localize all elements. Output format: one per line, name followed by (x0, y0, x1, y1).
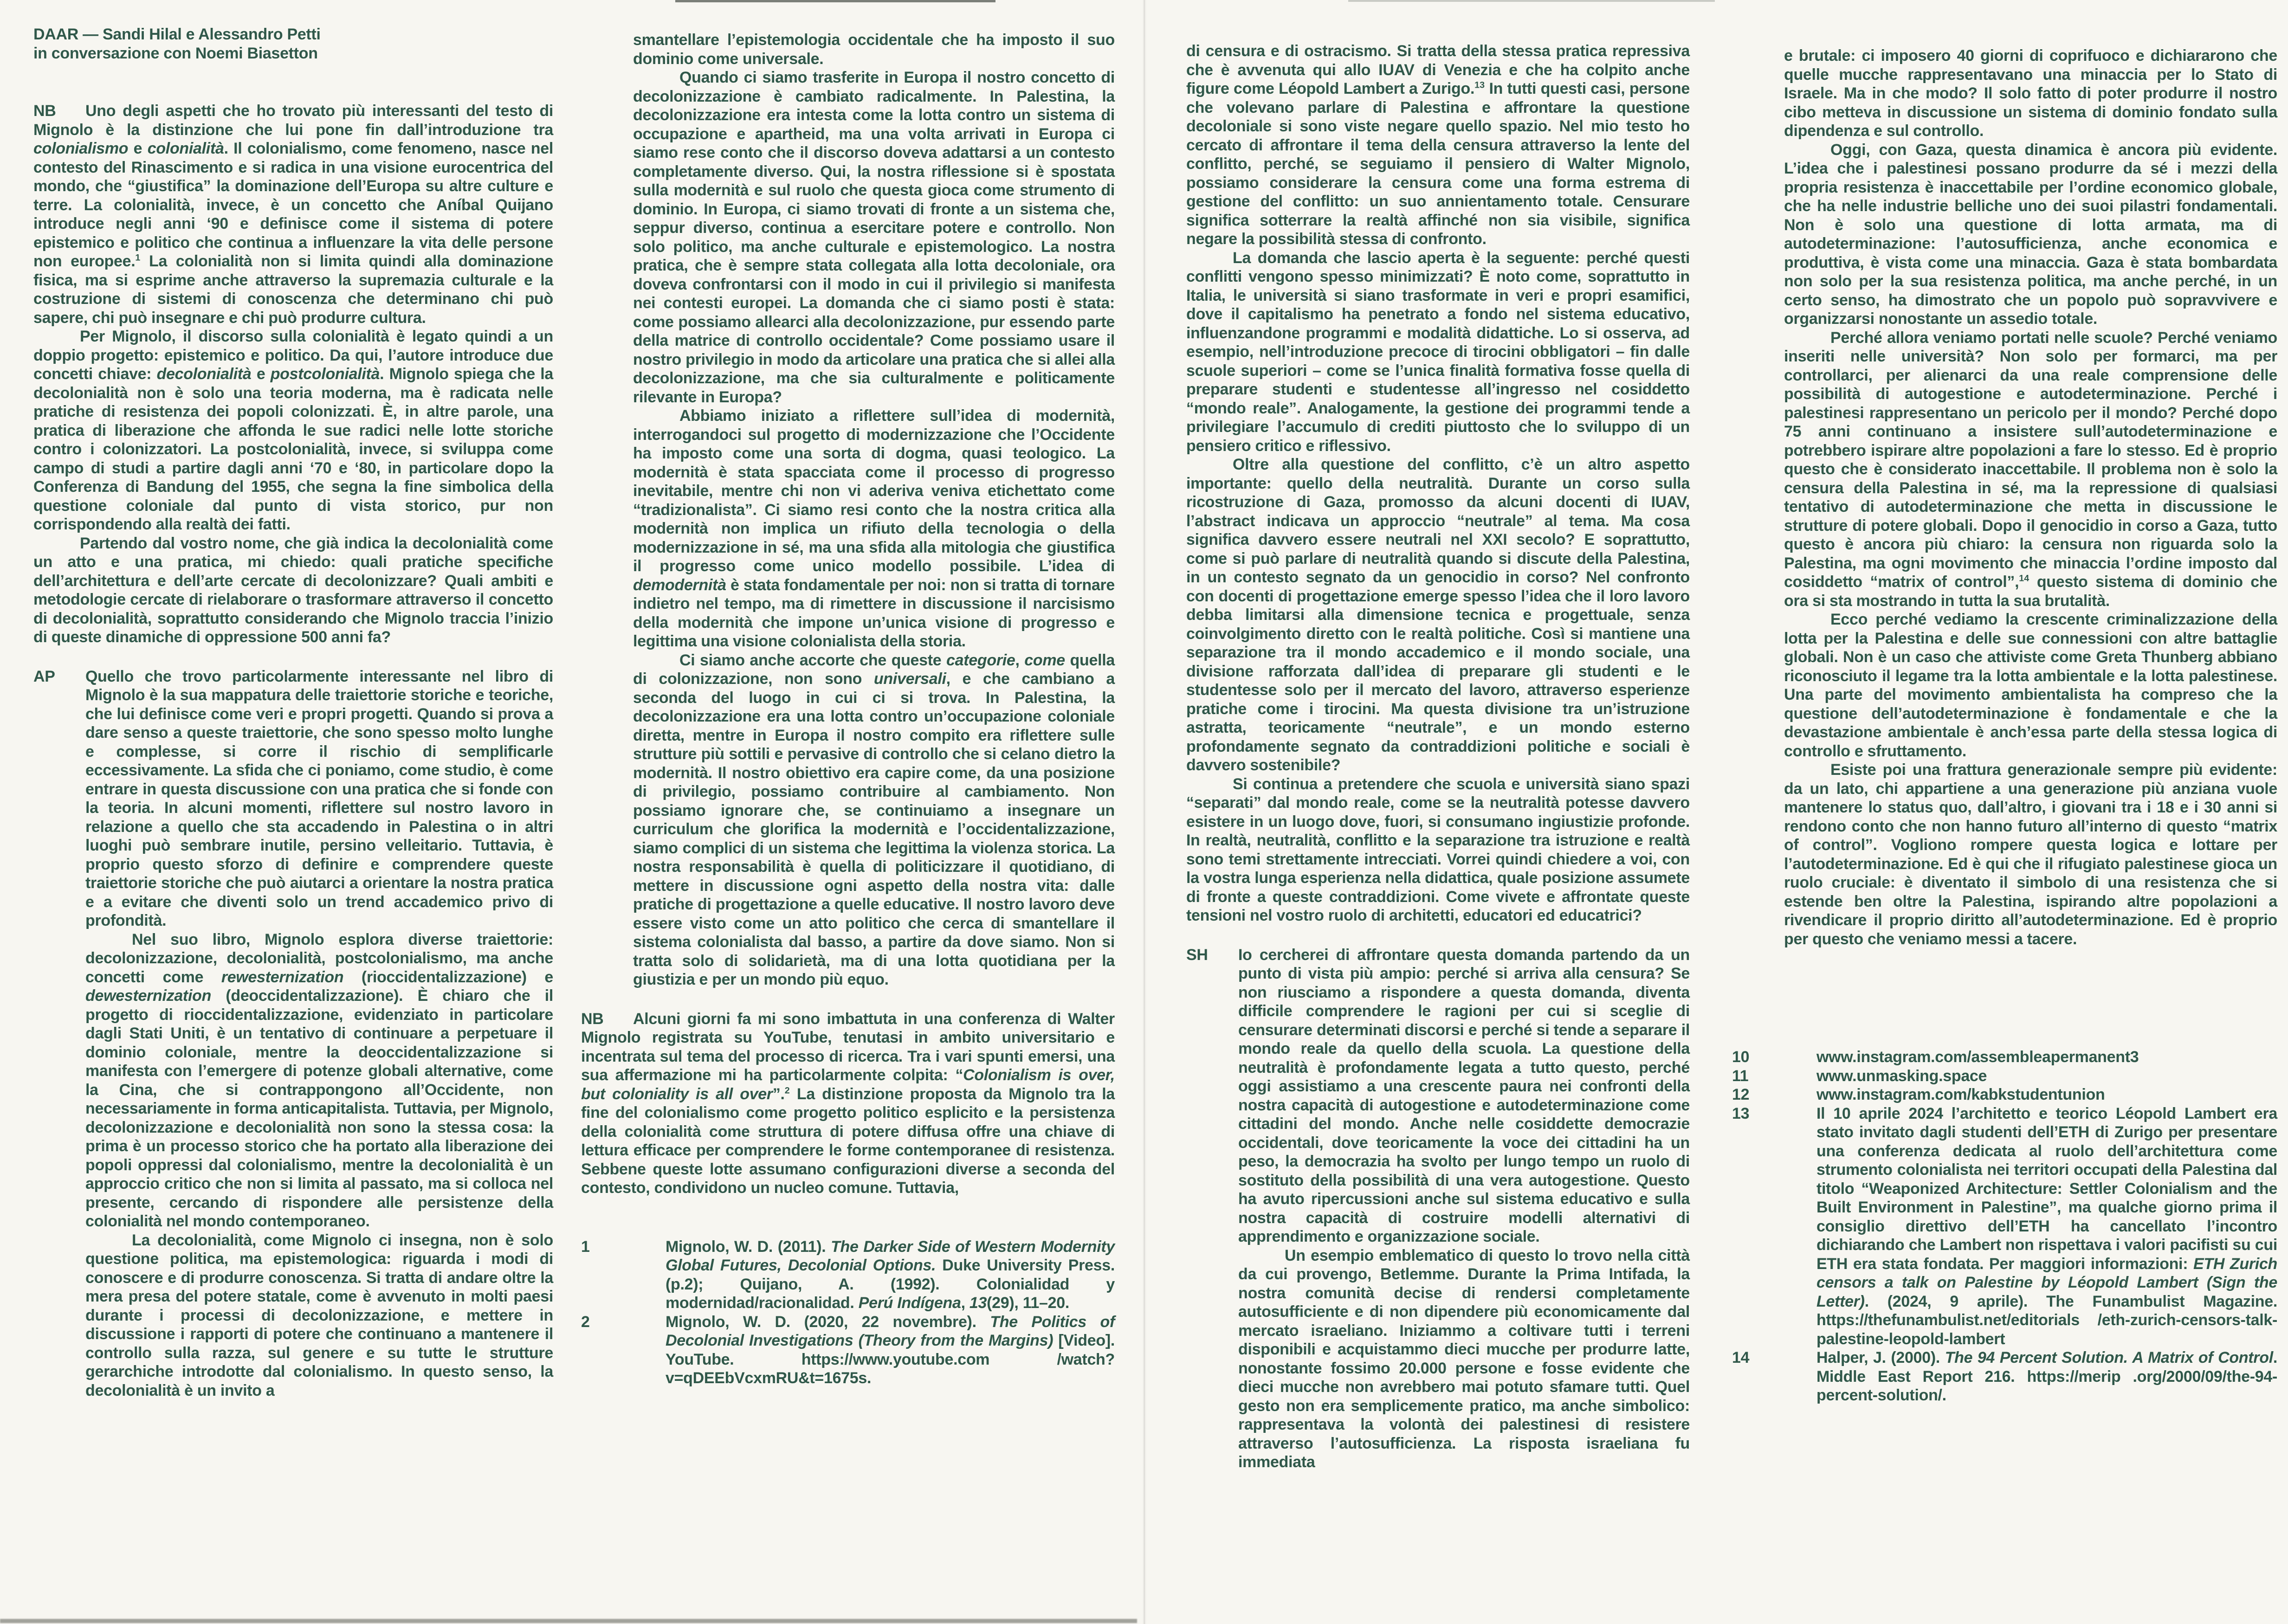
footnote-number: 10 (1732, 1048, 1750, 1066)
body-paragraph: Abbiamo iniziato a riflettere sull’idea di modernità, interrogandoci sul progetto di modernizzazione che l’Occidente ha imposto come una sorta di dogma, quasi teologico. La modernità è stata spacciata come il processo di progresso inevitabile, mentre chi non vi aderiva veniva etichettato come “tradizionalista”. Ci siamo resi conto che la nostra critica alla modernità non implica un rifiuto della tecnologia o della modernizzazione in sé, ma una sfida alla mitologia che giustifica il progresso come unico modello possibile. L’idea di demodernità è stata fondamentale per noi: non si tratta di tornare indietro nel tempo, ma di rimettere in discussione il narcisismo della modernità che impone un’unica visione di progresso e legittima una visione colonialista della storia. (633, 407, 1115, 650)
body-paragraph: Oggi, con Gaza, questa dinamica è ancora più evidente. L’idea che i palestinesi possano produrre da sé i mezzi della propria resistenza è inaccettabile per l’ordine economico globale, che ha nelle industrie belliche uno dei suoi pilastri fondamentali. Non è solo una questione di lotta armata, ma di autodeterminazione: l’autosufficienza, anche economica e produttiva, è vista come una minaccia. Gaza è stata bombardata non solo per la sua resistenza politica, ma anche perché, in un certo senso, ha dimostrato che un popolo può sopravvivere e organizzarsi nonostante un assedio totale. (1784, 141, 2277, 328)
body-paragraph: Quando ci siamo trasferite in Europa il nostro concetto di decolonizzazione è cambiato radicalmente. In Palestina, la decolonizzazione era intesta come la lotta contro un sistema di occupazione e apartheid, ma una volta arrivati in Europa ci siamo rese conto che il discorso doveva adattarsi a un contesto completamente diverso. Qui, la nostra riflessione si è spostata sulla modernità e sul ruolo che questa gioca come strumento di dominio. In Europa, ci siamo trovati di fronte a un sistema che, seppur diverso, continua a esercitare potere e controllo. Non solo politico, ma anche culturale e epistemologico. La nostra pratica, che è sempre stata collegata alla lotta decoloniale, ora doveva confrontarsi con il modo in cui il privilegio si manifesta nei contesti europei. La domanda che ci siamo posti è stata: come possiamo allearci alla decolonizzazione, pur essendo parte della matrice di controllo occidentale? Come possiamo usare il nostro privilegio in modo da articolare una pratica che si allei alla decolonizzazione, ma che sia culturalmente e politicamente rilevante in Europa? (633, 69, 1115, 406)
body-paragraph: e brutale: ci imposero 40 giorni di coprifuoco e dichiararono che quelle mucche rappresentavano una minaccia per lo Stato di Israele. Ma in che modo? Il solo fatto di poter produrre il nostro cibo metteva in discussione un sistema di dominio fondato sulla dipendenza e sul controllo. (1784, 47, 2277, 140)
footnote-text: Il 10 aprile 2024 l’architetto e teorico Léopold Lambert era stato invitato dagli studenti dell’ETH di Zurigo per presentare una conferenza dedicata al ruolo dell’architettura come strumento colonialista nei territori occupati della Palestina dal titolo “Weaponized Architecture: Settler Colonialism and the Built Environment in Palestine”, ma qualche giorno prima il consiglio direttivo dell’ETH ha cancellato l’incontro dichiarando che Lambert non rispettava i valori pacifisti su cui ETH era stata fondata. Per maggiori informazioni: ETH Zurich censors a talk on Palestine by Léopold Lambert (Sign the Letter). (2024, 9 aprile). The Funambulist Magazine. https://thefunambulist.net/editorials /eth-zurich-censors-talk-palestine-leopold-lambert (1816, 1104, 2277, 1348)
body-paragraph: Uno degli aspetti che ho trovato più interessanti del testo di Mignolo è la distinzione che lui pone fin dall’introduzione tra colonialismo e colonialità. Il colonialismo, come fenomeno, nasce nel contesto del Rinascimento e si radica in una visione eurocentrica del mondo, che “giustifica” la dominazione dell’Europa su altre culture e terre. La colonialità, invece, è un concetto che Aníbal Quijano introduce negli anni ‘90 e definisce come il sistema di potere epistemico e politico che continua a influenzare la vita delle persone non europee.$^1$ La colonialità non si limita quindi alla dominazione fisica, ma si esprime anche attraverso la supremazia culturale e la costruzione di sistemi di conoscenza che determinano chi può sapere, chi può insegnare e chi può produrre cultura. (33, 102, 554, 327)
speech-block (33, 667, 553, 1400)
footnote (581, 1313, 1115, 1388)
speaker-label-nb: NB (33, 102, 56, 120)
body-paragraph: Un esempio emblematico di questo lo trovo nella città da cui provengo, Betlemme. Durante la Prima Intifada, la nostra comunità decise di rendersi completamente autosufficiente e di non dipendere più economicamente dal mercato israeliano. Iniziammo a coltivare tutti i terreni disponibili e acquistammo dieci mucche per produrre latte, nonostante fossimo 20.000 persone e fosse evidente che dieci mucche non avrebbero mai potuto sfamare tutti. Quel gesto non era semplicemente pratico, ma anche simbolico: rappresentava la volontà dei palestinesi di resistere attraverso l’autosufficienza. La risposta israeliana fu immediata (1238, 1246, 1690, 1471)
text-column-2 (581, 31, 1115, 1388)
body-paragraph: Ci siamo anche accorte che queste categorie, come quella di colonizzazione, non sono universali, e che cambiano a seconda del luogo in cui ci si trova. In Palestina, la decolonizzazione era una lotta contro un’occupazione coloniale diretta, mentre in Europa il nostro compito era riflettere sulle strutture più sottili e pervasive di controllo che si celano dietro la modernità. Il nostro obiettivo era capire come, da una posizione di privilegio, possiamo contribuire al cambiamento. Non possiamo ignorare che, se continuiamo a insegnare un curriculum che glorifica la modernità e l’occidentalizzazione, siamo complici di un sistema che legittima la violenza storica. La nostra responsabilità è quella di politicizzare il quotidiano, di mettere in discussione ogni aspetto della nostra vita: dalle pratiche di progettazione a quelle educative. Il nostro lavoro deve essere visto come un atto politico che cerca di smantellare il sistema colonialista dal basso, a partire da dove siamo. Non si tratta solo di solidarietà, ma di una lotta quotidiana per la giustizia e per un mondo più equo. (633, 651, 1115, 988)
footnotes-block (1732, 1048, 2277, 1405)
article-title-line: in conversazione con Noemi Biasetton (33, 44, 318, 62)
speech-block (581, 1010, 1115, 1198)
scan-artifact-top-smudge (1348, 0, 1715, 2)
body-paragraph: Per Mignolo, il discorso sulla colonialità è legato quindi a un doppio progetto: epistemico e politico. Da qui, l’autore introduce due concetti chiave: decolonialità e postcolonialità. Mignolo spiega che la decolonialità non è solo una teoria moderna, ma è radicata nelle pratiche di resistenza dei popoli colonizzati. È, in altre parole, una pratica di liberazione che affonda le sue radici nelle lotte storiche contro i colonizzatori. La postcolonialità, invece, si sviluppa come campo di studi a partire dagli anni ‘70 e ‘80, in particolare dopo la Conferenza di Bandung del 1955, che segna la fine simbolica della questione coloniale dal punto di vista storico, pur non corrispondendo alla realtà dei fatti. (33, 328, 553, 533)
text-column-1 (33, 25, 553, 1400)
body-paragraph: Alcuni giorni fa mi sono imbattuta in una conferenza di Walter Mignolo registrata su YouTube, tenutasi in ambito universitario e incentrata sul tema del processo di ricerca. Tra i vari spunti emersi, una sua affermazione mi ha particolarmente colpita: “Colonialism is over, but coloniality is all over”.$^2$ La distinzione proposta da Mignolo tra la fine del colonialismo come progetto politico esplicito e la persistenza della colonialità come struttura di potere diffusa offre una chiave di lettura efficace per comprendere le forme contemporanee di resistenza. Sebbene queste lotte assumano configurazioni diverse a seconda del contesto, condividono un nucleo comune. Tuttavia, (581, 1010, 1115, 1197)
speaker-label-nb: NB (581, 1010, 604, 1028)
body-paragraph: Quello che trovo particolarmente interessante nel libro di Mignolo è la sua mappatura delle traiettorie storiche e teoriche, che lui definisce come veri e propri progetti. Quando si prova a dare senso a queste traiettorie, che sono spesso molto lunghe e complesse, si corre il rischio di semplificarle eccessivamente. La sfida che ci poniamo, come studio, è come entrare in questa discussione con una pratica che si fonde con la teoria. In alcuni momenti, riflettere sul nostro lavoro in relazione a quello che sta accadendo in Palestina o in altri luoghi può sembrare inutile, persino velleitario. Tuttavia, è proprio questo sforzo di definire e comprendere queste traiettorie storiche che può aiutarci a orientare la nostra pratica e a evitare che diventi solo un trend accademico privo di profondità. (85, 667, 553, 929)
body-paragraph: Partendo dal vostro nome, che già indica la decolonialità come un atto e una pratica, mi chiedo: quali pratiche specifiche dell’architettura e dell’arte cercate di decolonizzare? Quali ambiti e metodologie cercate di rielaborare o trasformare attraverso il concetto di decolonialità, soprattutto considerando che Mignolo traccia l’inizio di queste dinamiche di oppressione 500 anni fa? (33, 534, 553, 646)
speaker-label-sh: SH (1186, 946, 1208, 964)
page-fold-line (1143, 0, 1147, 1624)
body-paragraph: Ecco perché vediamo la crescente criminalizzazione della lotta per la Palestina e delle sue connessioni con altre battaglie globali. Non è un caso che attiviste come Greta Thunberg abbiano riconosciuto il legame tra la lotta ambientale e la lotta palestinese. Una parte del movimento ambientalista ha compreso che la questione dell’autodeterminazione è fondamentale e che la devastazione ambientale è anch’essa parte della stessa logica di controllo e sfruttamento. (1784, 611, 2277, 760)
footnote-text: Mignolo, W. D. (2020, 22 novembre). The Politics of Decolonial Investigations (Theory from the Margins) [Video]. YouTube. https://www.youtube.com /watch?v=qDEEbVcxmRU&t=1675s. (666, 1313, 1115, 1387)
footnote-text: www.instagram.com/kabkstudentunion (1816, 1086, 2105, 1103)
body-paragraph: Oltre alla questione del conflitto, c’è un altro aspetto importante: quello della neutralità. Durante un corso sulla ricostruzione di Gaza, promosso da alcuni docenti di IUAV, l’abstract indicava un approccio “neutrale” al tema. Ma cosa significa davvero essere neutrali nel XXI secolo? E soprattutto, come si può parlare di neutralità quando si discute della Palestina, in un contesto segnato da un genocidio in corso? Nel confronto con docenti di progettazione emerge spesso l’idea che il loro lavoro debba limitarsi alla dimensione tecnica e progettuale, senza coinvolgimento diretto con le realtà politiche. Così si mantiene una separazione tra il mondo accademico e il mondo sociale, una divisione rafforzata dall’idea di preparare gli studenti e le studentesse solo per il mercato del lavoro, attraverso esperienze pratiche come i tirocini. Ma questa divisione tra un’istruzione astratta, teoricamente “neutrale”, e un mondo esterno profondamente segnato da contraddizioni politiche e sociali è davvero sostenibile? (1186, 456, 1690, 774)
body-paragraph: La decolonialità, come Mignolo ci insegna, non è solo questione politica, ma epistemologica: riguarda i modi di conoscere e di produrre conoscenza. Si tratta di andare oltre la mera presa del potere statale, come è avvenuto in molti paesi durante i processi di decolonizzazione, e mettere in discussione i rapporti di potere che continuano a mantenere il controllo sulla razza, sul genere e su tutte le strutture gerarchiche introdotte dal colonialismo. In questo senso, la decolonialità è un invito a (85, 1231, 553, 1399)
footnote-number: 14 (1732, 1349, 1750, 1366)
footnote-number: 11 (1732, 1067, 1749, 1085)
footnote (1732, 1104, 2277, 1349)
footnote-number: 1 (581, 1237, 590, 1256)
speech-block (1186, 42, 1690, 925)
text-column-3 (1186, 42, 1690, 1472)
scan-artifact-top-smudge (675, 0, 995, 2)
footnote (1732, 1048, 2277, 1067)
footnote-text: Halper, J. (2000). The 94 Percent Solution. A Matrix of Control. Middle East Report 216. https://merip .org/2000/09/the-94-percent-solution/. (1816, 1349, 2277, 1404)
footnote-text: Mignolo, W. D. (2011). The Darker Side of Western Modernity Global Futures, Decolonial Options. Duke University Press. (p.2); Quijano, A. (1992). Colonialidad y modernidad/racionalidad. Perú Indígena, 13(29), 11–20. (666, 1237, 1115, 1312)
speech-block (33, 102, 553, 647)
body-paragraph: Perché allora veniamo portati nelle scuole? Perché veniamo inseriti nelle università? Non solo per formarci, ma per controllarci, per alienarci da una reale comprensione delle possibilità di autogestione e autodeterminazione. Perché i palestinesi rappresentano un pericolo per il mondo? Perché dopo 75 anni continuano a insistere sull’autodeterminazione e potrebbero ispirare altre popolazioni a fare lo stesso. Ed è proprio questo che è considerato inaccettabile. Il problema non è solo la censura della Palestina in sé, ma la repressione di qualsiasi tentativo di autodeterminazione che metta in discussione le strutture di potere globali. Dopo il genocidio in corso a Gaza, tutto questo è ancora più chiaro: la censura non riguarda solo la Palestina, ma ogni movimento che minaccia l’ordine imposto dal cosiddetto “matrix of control”,$^{14}$ questo sistema di dominio che ora si sta mostrando in tutta la sua brutalità. (1784, 329, 2277, 610)
body-paragraph: Nel suo libro, Mignolo esplora diverse traiettorie: decolonizzazione, decolonialità, postcolonialismo, ma anche concetti come rewesternization (rioccidentalizzazione) e dewesternization (deoccidentalizzazione). È chiaro che il progetto di rioccidentalizzazione, evidenziato in particolare dagli Stati Uniti, è un tentativo di continuare a perpetuare il dominio coloniale, mentre la deoccidentalizzazione si manifesta con l’emergere di potenze globali alternative, come la Cina, che si contrappongono all’Occidente, non necessariamente in forma anticapitalista. Tuttavia, per Mignolo, decolonizzazione e decolonialità non sono la stessa cosa: la prima è un processo storico che ha portato alla liberazione dei popoli oppressi dal colonialismo, mentre la decolonialità è un approccio critico che non si limita al passato, ma si colloca nel presente, cercando di rispondere alle persistenze della colonialità nel mondo contemporaneo. (85, 930, 553, 1230)
speech-block (1186, 946, 1690, 1472)
text-column-4 (1732, 46, 2277, 1405)
body-paragraph: Esiste poi una frattura generazionale sempre più evidente: da un lato, chi appartiene a una generazione più anziana vuole mantenere lo status quo, dall’altro, i giovani tra i 18 e i 30 anni si rendono conto che non hanno futuro all’interno di questo “matrix of control”. Vogliono rompere questa logica e lottare per l’autodeterminazione. Ed è qui che il rifugiato palestinese gioca un ruolo cruciale: è diventato il simbolo di una resistenza che si estende ben oltre la Palestina, ispirando altre popolazioni a rivendicare il proprio diritto all’autodeterminazione. Ed è proprio per questo che veniamo messi a tacere. (1784, 761, 2277, 948)
footnote (1732, 1348, 2277, 1405)
footnote (1732, 1067, 2277, 1086)
article-title (33, 25, 553, 63)
body-paragraph: Io cercherei di affrontare questa domanda partendo da un punto di vista più ampio: perché si arriva alla censura? Se non riusciamo a rispondere a questa domanda, diventa difficile comprendere le ragioni per cui si sceglie di censurare determinati discorsi e perché si tende a separare il mondo reale da quello della scuola. La questione della neutralità è profondamente legata a tutto questo, perché oggi assistiamo a una crescente paura nei confronti della nostra capacità di autogestione e autodeterminazione come cittadini del mondo. Anche nelle cosiddette democrazie occidentali, dove teoricamente la voce dei cittadini ha un peso, la democrazia ha svolto per lungo tempo un ruolo di sostituto della possibilità di una vera autogestione. Questo ha avuto ripercussioni anche sul sistema educativo e sulla nostra capacità di costruire modelli alternativi di apprendimento e organizzazione sociale. (1238, 946, 1690, 1245)
speaker-label-ap: AP (33, 667, 55, 685)
footnote (581, 1237, 1115, 1313)
footnotes-block (581, 1237, 1115, 1388)
footnote-text: www.instagram.com/assembleapermanent3 (1816, 1048, 2139, 1066)
article-title-line: DAAR — Sandi Hilal e Alessandro Petti (33, 26, 321, 43)
speech-block (581, 31, 1115, 989)
footnote-number: 13 (1732, 1104, 1750, 1122)
footnote-number: 2 (581, 1313, 590, 1331)
scan-artifact-bottom-edge (0, 1619, 1137, 1623)
footnote (1732, 1085, 2277, 1104)
footnote-number: 12 (1732, 1086, 1750, 1103)
body-paragraph: di censura e di ostracismo. Si tratta della stessa pratica repressiva che è avvenuta qui allo IUAV di Venezia e che ha colpito anche figure come Léopold Lambert a Zurigo.$^{13}$ In tutti questi casi, persone che volevano parlare di Palestina e affrontare la questione decoloniale si sono viste negare quello spazio. Nel mio testo ho cercato di affrontare il tema della censura attraverso la lente del conflitto, perché, se seguiamo il pensiero di Walter Mignolo, possiamo considerare la censura come una forma estrema di gestione del conflitto: un suo annientamento totale. Censurare significa sotterrare la realtà affinché non sia visibile, significa negare la possibilità stessa di confronto. (1186, 42, 1690, 248)
body-paragraph: smantellare l’epistemologia occidentale che ha imposto il suo dominio come universale. (633, 31, 1115, 68)
body-paragraph: La domanda che lascio aperta è la seguente: perché questi conflitti vengono spesso minimizzati? È noto come, soprattutto in Italia, le università si siano trasformate in veri e propri esamifici, dove il capitalismo ha penetrato a fondo nel sistema educativo, influenzandone programmi e modalità didattiche. Lo si osserva, ad esempio, nell’introduzione precoce di tirocini obbligatori – fin dalle scuole superiori – come se l’unica finalità formativa fosse quella di preparare studenti e studentesse all’ingresso nel cosiddetto “mondo reale”. Analogamente, la gestione dei programmi tende a privilegiare l’accumulo di crediti piuttosto che lo sviluppo di un pensiero critico e riflessivo. (1186, 249, 1690, 455)
body-paragraph: Si continua a pretendere che scuola e università siano spazi “separati” dal mondo reale, come se la neutralità potesse davvero esistere in un luogo dove, fuori, si consumano ingiustizie profonde. In realtà, neutralità, conflitto e la separazione tra istruzione e realtà sono temi strettamente intrecciati. Vorrei quindi chiedere a voi, con la vostra lunga esperienza nella didattica, quale posizione assumete di fronte a queste contraddizioni. Come vivete e affrontate queste tensioni nel vostro ruolo di architetti, educatori ed educatrici? (1186, 775, 1690, 924)
footnote-text: www.unmasking.space (1816, 1067, 1987, 1085)
speech-block (1732, 46, 2277, 948)
